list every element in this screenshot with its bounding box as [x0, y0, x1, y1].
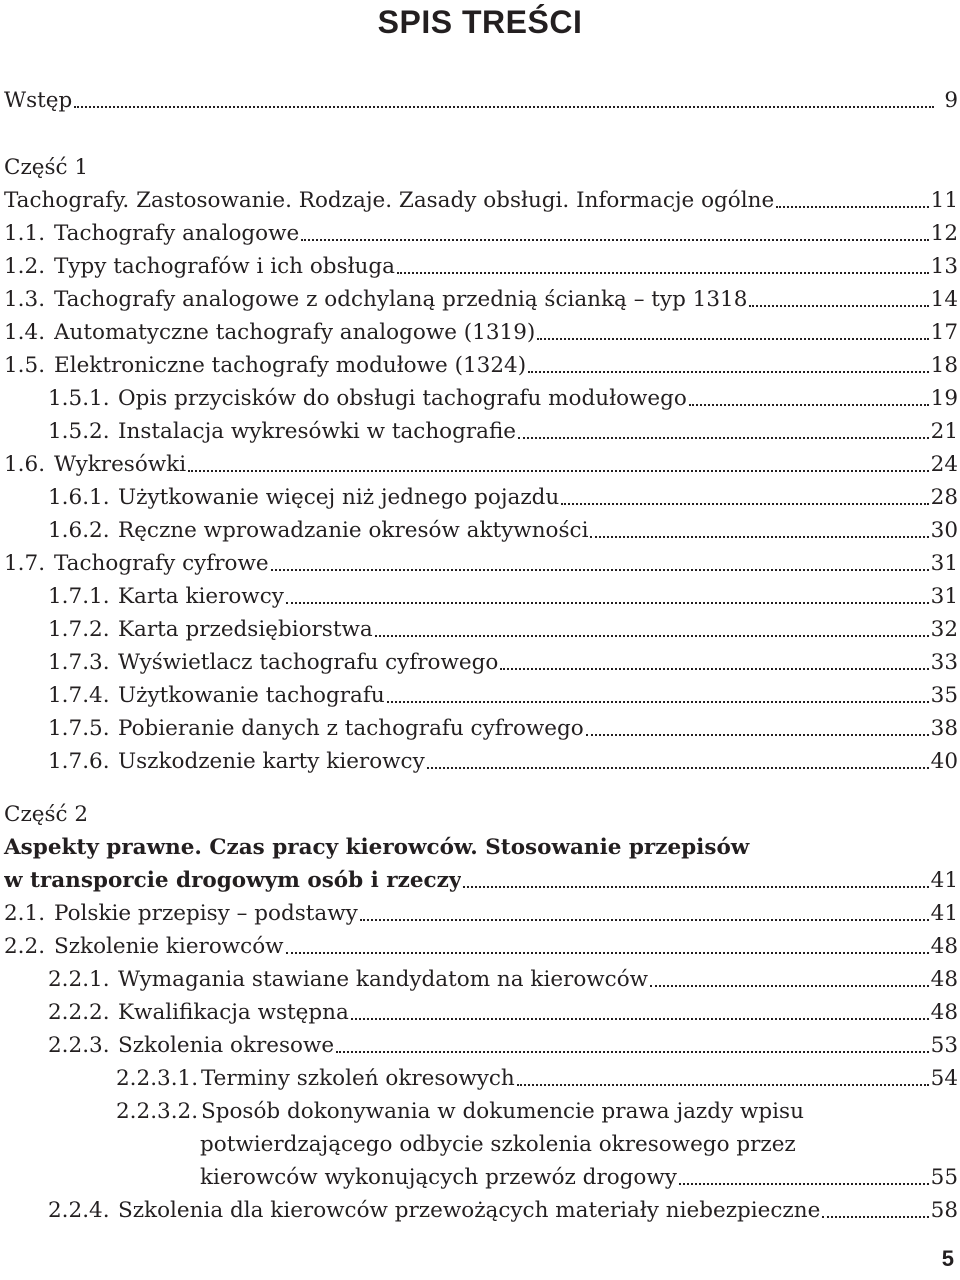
part-heading[interactable]	[4, 184, 958, 217]
toc-entry-number: 1.7.5.	[48, 716, 110, 741]
toc-entry-number: 2.2.3.1.	[116, 1066, 199, 1091]
table-of-contents	[4, 84, 958, 1227]
toc-entry-title: Sposób dokonywania w dokumencie prawa jazdy wpisu	[201, 1099, 804, 1124]
toc-subentry[interactable]	[4, 996, 958, 1029]
page-title: SPIS TREŚCI	[377, 4, 583, 40]
leader-dots	[586, 733, 929, 736]
toc-subentry[interactable]	[4, 415, 958, 448]
toc-entry-title: Tachografy analogowe	[54, 221, 300, 246]
toc-entry[interactable]	[4, 897, 958, 930]
toc-entry-title: Automatyczne tachografy analogowe (1319)	[54, 320, 536, 345]
toc-page-number: 48	[930, 1000, 958, 1025]
toc-entry[interactable]	[4, 930, 958, 963]
toc-entry-title: Tachografy analogowe z odchylaną przednią ścianką – typ 1318	[54, 287, 748, 312]
toc-entry-title: Polskie przepisy – podstawy	[54, 901, 358, 926]
toc-entry-title: Typy tachografów i ich obsługa	[54, 254, 395, 279]
toc-entry-title: Wymagania stawiane kandydatom na kierowców	[118, 967, 649, 992]
toc-subentry[interactable]	[4, 613, 958, 646]
toc-entry-title: Wykresówki	[54, 452, 187, 477]
toc-entry-number: 2.2.2.	[48, 1000, 110, 1025]
toc-page-number: 40	[930, 749, 958, 774]
leader-dots	[518, 436, 929, 439]
toc-subsubentry[interactable]	[4, 1062, 958, 1095]
toc-page-number: 54	[930, 1066, 958, 1091]
toc-entry-title: Elektroniczne tachografy modułowe (1324)	[54, 353, 527, 378]
toc-page-number: 21	[930, 419, 958, 444]
toc-page-number: 18	[930, 353, 958, 378]
page-number: 5	[941, 1246, 954, 1271]
leader-dots	[271, 568, 929, 571]
toc-entry[interactable]	[4, 448, 958, 481]
toc-page-number: 55	[930, 1165, 958, 1190]
toc-page-number: 33	[930, 650, 958, 675]
leader-dots	[679, 1182, 929, 1185]
toc-subentry[interactable]	[4, 514, 958, 547]
toc-entry[interactable]	[4, 217, 958, 250]
toc-entry-number: 2.2.3.	[48, 1033, 110, 1058]
part-heading[interactable]	[4, 864, 958, 897]
toc-entry-title: Wstęp	[4, 88, 73, 113]
toc-entry-title: Szkolenia dla kierowców przewożących materiały niebezpieczne	[118, 1198, 821, 1223]
toc-page-number: 48	[930, 967, 958, 992]
toc-entry-title: Uszkodzenie karty kierowcy	[118, 749, 425, 774]
toc-page-number: 41	[930, 868, 958, 893]
toc-entry-title: Użytkowanie tachografu	[118, 683, 385, 708]
leader-dots	[387, 700, 929, 703]
toc-entry-number: 2.2.4.	[48, 1198, 110, 1223]
toc-page-number: 17	[930, 320, 958, 345]
part-label: Część 2	[4, 802, 89, 827]
toc-subentry[interactable]	[4, 679, 958, 712]
toc-entry-continuation: potwierdzającego odbycie szkolenia okresowego przez	[200, 1132, 796, 1157]
toc-entry-wstep[interactable]	[4, 84, 958, 117]
toc-page-number: 19	[930, 386, 958, 411]
toc-entry-title: w transporcie drogowym osób i rzeczy	[4, 868, 462, 893]
leader-dots	[74, 105, 934, 108]
toc-entry-number: 1.5.2.	[48, 419, 110, 444]
toc-entry-number: 1.2.	[4, 254, 46, 279]
leader-dots	[822, 1215, 928, 1218]
toc-entry-continuation[interactable]	[4, 1161, 958, 1194]
toc-entry-number: 1.3.	[4, 287, 46, 312]
toc-entry-title: Karta przedsiębiorstwa	[118, 617, 373, 642]
leader-dots	[188, 469, 929, 472]
toc-entry[interactable]	[4, 250, 958, 283]
toc-page-number: 31	[930, 584, 958, 609]
toc-entry[interactable]	[4, 283, 958, 316]
toc-entry-title: kierowców wykonujących przewóz drogowy	[200, 1165, 677, 1190]
leader-dots	[776, 205, 928, 208]
toc-entry-title: Tachografy cyfrowe	[54, 551, 269, 576]
toc-page-number: 14	[930, 287, 958, 312]
toc-page-number: 13	[930, 254, 958, 279]
toc-subentry[interactable]	[4, 712, 958, 745]
leader-dots	[301, 238, 928, 241]
toc-entry-title: Szkolenia okresowe	[118, 1033, 335, 1058]
leader-dots	[689, 403, 929, 406]
leader-dots	[500, 667, 928, 670]
toc-entry-title: Opis przycisków do obsługi tachografu modułowego	[118, 386, 687, 411]
toc-entry-title: Wyświetlacz tachografu cyfrowego	[118, 650, 499, 675]
leader-dots	[517, 1083, 929, 1086]
toc-subentry[interactable]	[4, 580, 958, 613]
toc-entry-title: Terminy szkoleń okresowych	[201, 1066, 515, 1091]
toc-page-number: 28	[930, 485, 958, 510]
toc-entry-number: 2.2.	[4, 934, 46, 959]
leader-dots	[427, 766, 929, 769]
toc-entry-number: 1.6.2.	[48, 518, 110, 543]
leader-dots	[463, 885, 928, 888]
toc-page-number: 38	[930, 716, 958, 741]
toc-entry-title: Tachografy. Zastosowanie. Rodzaje. Zasady obsługi. Informacje ogólne	[4, 188, 775, 213]
leader-dots	[397, 271, 929, 274]
toc-entry-number: 1.1.	[4, 221, 46, 246]
toc-subentry[interactable]	[4, 382, 958, 415]
toc-subentry[interactable]	[4, 1194, 958, 1227]
toc-subentry[interactable]	[4, 481, 958, 514]
toc-entry-number: 1.7.6.	[48, 749, 110, 774]
toc-entry-number: 1.5.1.	[48, 386, 110, 411]
toc-subentry[interactable]	[4, 646, 958, 679]
toc-page-number: 11	[930, 188, 958, 213]
toc-subentry[interactable]	[4, 963, 958, 996]
toc-entry-number: 1.5.	[4, 353, 46, 378]
leader-dots	[286, 951, 929, 954]
leader-dots	[650, 984, 929, 987]
toc-entry-title: Ręczne wprowadzanie okresów aktywności	[118, 518, 589, 543]
toc-entry-number: 1.7.1.	[48, 584, 110, 609]
part-label: Część 1	[4, 155, 89, 180]
toc-entry-number: 2.2.1.	[48, 967, 110, 992]
toc-page-number: 41	[930, 901, 958, 926]
toc-entry-number: 1.7.2.	[48, 617, 110, 642]
toc-subentry[interactable]	[4, 1029, 958, 1062]
leader-dots	[360, 918, 929, 921]
leader-dots	[336, 1050, 929, 1053]
toc-entry-number: 2.2.3.2.	[116, 1099, 199, 1124]
toc-entry[interactable]	[4, 316, 958, 349]
toc-page-number: 12	[930, 221, 958, 246]
toc-entry-number: 1.7.	[4, 551, 46, 576]
toc-page-number: 30	[930, 518, 958, 543]
toc-entry-title: Instalacja wykresówki w tachografie	[118, 419, 517, 444]
toc-page-number: 32	[930, 617, 958, 642]
toc-subentry[interactable]	[4, 745, 958, 778]
toc-entry-number: 1.6.1.	[48, 485, 110, 510]
toc-entry-number: 1.4.	[4, 320, 46, 345]
toc-page-number: 9	[944, 88, 958, 113]
toc-entry-number: 2.1.	[4, 901, 46, 926]
leader-dots	[286, 601, 929, 604]
toc-page-number: 58	[930, 1198, 958, 1223]
leader-dots	[561, 502, 928, 505]
leader-dots	[590, 535, 928, 538]
toc-entry-title: Pobieranie danych z tachografu cyfrowego	[118, 716, 584, 741]
toc-entry-title: Szkolenie kierowców	[54, 934, 284, 959]
leader-dots	[528, 370, 929, 373]
toc-entry-title: Karta kierowcy	[118, 584, 284, 609]
toc-page-number: 35	[930, 683, 958, 708]
toc-entry-title: Użytkowanie więcej niż jednego pojazdu	[118, 485, 560, 510]
leader-dots	[351, 1017, 929, 1020]
toc-entry[interactable]	[4, 547, 958, 580]
toc-entry-title: Kwalifikacja wstępna	[118, 1000, 349, 1025]
toc-page-number: 48	[930, 934, 958, 959]
toc-page-number: 53	[930, 1033, 958, 1058]
toc-subsubentry-line[interactable]	[4, 1095, 958, 1128]
toc-entry[interactable]	[4, 349, 958, 382]
part-heading-line: Aspekty prawne. Czas pracy kierowców. Stosowanie przepisów	[4, 835, 750, 860]
toc-entry-number: 1.7.3.	[48, 650, 110, 675]
leader-dots	[375, 634, 929, 637]
toc-page-number: 24	[930, 452, 958, 477]
toc-page-number: 31	[930, 551, 958, 576]
toc-entry-number: 1.6.	[4, 452, 46, 477]
toc-entry-number: 1.7.4.	[48, 683, 110, 708]
leader-dots	[749, 304, 928, 307]
leader-dots	[537, 337, 928, 340]
